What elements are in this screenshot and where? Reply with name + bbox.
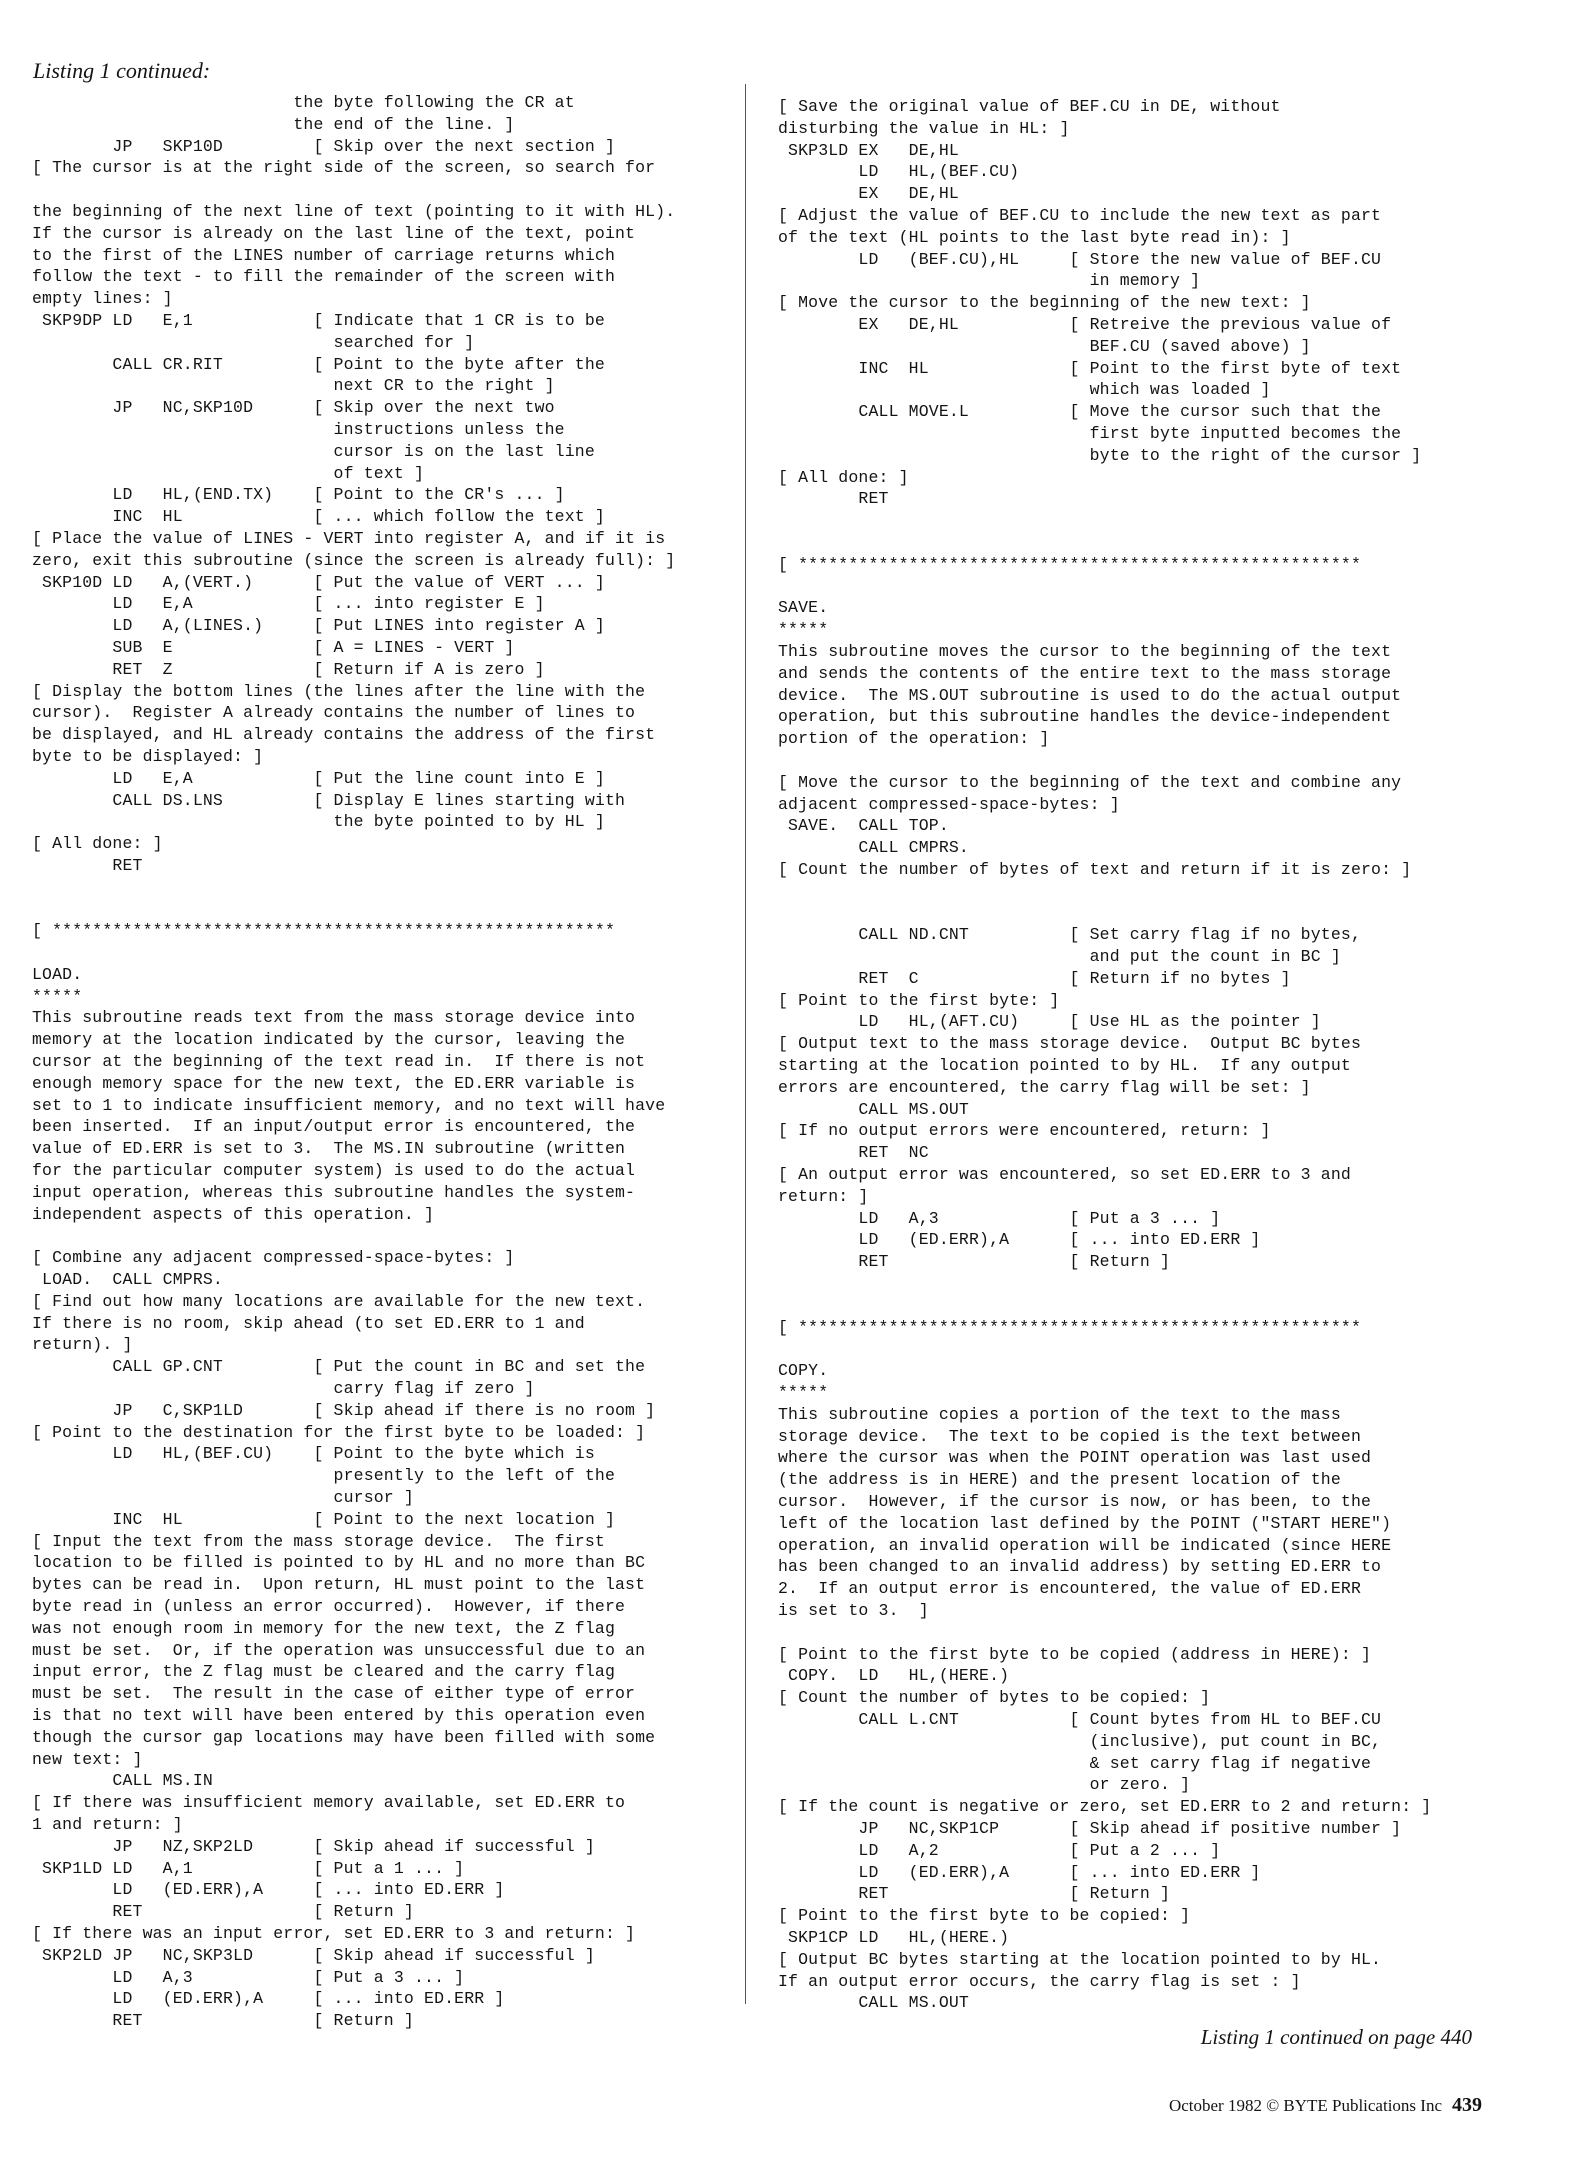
page-footer <box>1169 2094 1482 2117</box>
column-divider <box>745 84 746 2004</box>
continued-note: Listing 1 continued on page 440 <box>1200 2025 1472 2049</box>
footer-text: October 1982 © BYTE Publications Inc <box>1168 2096 1442 2115</box>
listing-header: Listing 1 continued: <box>33 58 211 83</box>
page-number: 439 <box>1452 2094 1482 2116</box>
listing-right-column: [ Save the original value of BEF.CU in DE, without disturbing the value in HL: ] SKP3LD EX DE,HL LD HL,(BEF.CU) EX DE,HL [ Adjust the value of BEF.CU to include the new text as part of the text (HL points to the last byte read in): ] LD (BEF.CU),HL [ Store the new value of BEF.CU in memory ] [ Move the cursor to the beginning of the new text: ] EX DE,HL [ Retreive the previous value of BEF.CU (saved above) ] INC HL [ Point to the first byte of text which was loaded ] CALL MOVE.L [ Move the cursor such that the first byte inputted becomes the byte to the right of the cursor ] [ All done: ] RET [ ******************************************************** SAVE. ***** This subroutine moves the cursor to the beginning of the text and sends the contents of the entire text to the mass storage device. The MS.OUT subroutine is used to do the actual output operation, but this subroutine handles the device-independent portion of the operation: ] [ Move the cursor to the beginning of the text and combine any adjacent compressed-space-bytes: ] SAVE. CALL TOP. CALL CMPRS. [ Count the number of bytes of text and return if it is zero: ] CALL ND.CNT [ Set carry flag if no bytes, and put the count in BC ] RET C [ Return if no bytes ] [ Point to the first byte: ] LD HL,(AFT.CU) [ Use HL as the pointer ] [ Output text to the mass storage device. Output BC bytes starting at the location pointed to by HL. If any output errors are encountered, the carry flag will be set: ] CALL MS.OUT [ If no output errors were encountered, return: ] RET NC [ An output error was encountered, so set ED.ERR to 3 and return: ] LD A,3 [ Put a 3 ... ] LD (ED.ERR),A [ ... into ED.ERR ] RET [ Return ] [ ******************************************************** COPY. ***** This subroutine copies a portion of the text to the mass storage device. The text to be copied is the text between where the cursor was when the POINT operation was last used (the address is in HERE) and the present location of the cursor. However, if the cursor is now, or has been, to the left of the location last defined by the POINT ("START HERE") operation, an invalid operation will be indicated (since HERE has been changed to an invalid address) by setting ED.ERR to 2. If an output error is encountered, the value of ED.ERR is set to 3. ] [ Point to the first byte to be copied (address in HERE): ] COPY. LD HL,(HERE.) [ Count the number of bytes to be copied: ] CALL L.CNT [ Count bytes from HL to BEF.CU (inclusive), put count in BC, & set carry flag if negative or zero. ] [ If the count is negative or zero, set ED.ERR to 2 and return: ] JP NC,SKP1CP [ Skip ahead if positive number ] LD A,2 [ Put a 2 ... ] LD (ED.ERR),A [ ... into ED.ERR ] RET [ Return ] [ Point to the first byte to be copied: ] SKP1CP LD HL,(HERE.) [ Output BC bytes starting at the location pointed to by HL. If an output error occurs, the carry flag is set : ] CALL MS.OUT <box>778 97 1432 2013</box>
listing-left-column: the byte following the CR at the end of the line. ] JP SKP10D [ Skip over the next section ] [ The cursor is at the right side of the screen, so search for the beginning of the next line of text (pointing to it with HL). If the cursor is already on the last line of the text, point to the first of the LINES number of carriage returns which follow the text - to fill the remainder of the screen with empty lines: ] SKP9DP LD E,1 [ Indicate that 1 CR is to be searched for ] CALL CR.RIT [ Point to the byte after the next CR to the right ] JP NC,SKP10D [ Skip over the next two instructions unless the cursor is on the last line of text ] LD HL,(END.TX) [ Point to the CR's ... ] INC HL [ ... which follow the text ] [ Place the value of LINES - VERT into register A, and if it is zero, exit this subroutine (since the screen is already full): ] SKP10D LD A,(VERT.) [ Put the value of VERT ... ] LD E,A [ ... into register E ] LD A,(LINES.) [ Put LINES into register A ] SUB E [ A = LINES - VERT ] RET Z [ Return if A is zero ] [ Display the bottom lines (the lines after the line with the cursor). Register A already contains the number of lines to be displayed, and HL already contains the address of the first byte to be displayed: ] LD E,A [ Put the line count into E ] CALL DS.LNS [ Display E lines starting with the byte pointed to by HL ] [ All done: ] RET [ ******************************************************** LOAD. ***** This subroutine reads text from the mass storage device into memory at the location indicated by the cursor, leaving the cursor at the beginning of the text read in. If there is not enough memory space for the new text, the ED.ERR variable is set to 1 to indicate insufficient memory, and no text will have been inserted. If an input/output error is encountered, the value of ED.ERR is set to 3. The MS.IN subroutine (written for the particular computer system) is used to do the actual input operation, whereas this subroutine handles the system- independent aspects of this operation. ] [ Combine any adjacent compressed-space-bytes: ] LOAD. CALL CMPRS. [ Find out how many locations are available for the new text. If there is no room, skip ahead (to set ED.ERR to 1 and return). ] CALL GP.CNT [ Put the count in BC and set the carry flag if zero ] JP C,SKP1LD [ Skip ahead if there is no room ] [ Point to the destination for the first byte to be loaded: ] LD HL,(BEF.CU) [ Point to the byte which is presently to the left of the cursor ] INC HL [ Point to the next location ] [ Input the text from the mass storage device. The first location to be filled is pointed to by HL and no more than BC bytes can be read in. Upon return, HL must point to the last byte read in (unless an error occurred). However, if there was not enough room in memory for the new text, the Z flag must be set. Or, if the operation was unsuccessful due to an input error, the Z flag must be cleared and the carry flag must be set. The result in the case of either type of error is that no text will have been entered by this operation even though the cursor gap locations may have been filled with some new text: ] CALL MS.IN [ If there was insufficient memory available, set ED.ERR to 1 and return: ] JP NZ,SKP2LD [ Skip ahead if successful ] SKP1LD LD A,1 [ Put a 1 ... ] LD (ED.ERR),A [ ... into ED.ERR ] RET [ Return ] [ If there was an input error, set ED.ERR to 3 and return: ] SKP2LD JP NC,SKP3LD [ Skip ahead if successful ] LD A,3 [ Put a 3 ... ] LD (ED.ERR),A [ ... into ED.ERR ] RET [ Return ] <box>32 93 676 2031</box>
